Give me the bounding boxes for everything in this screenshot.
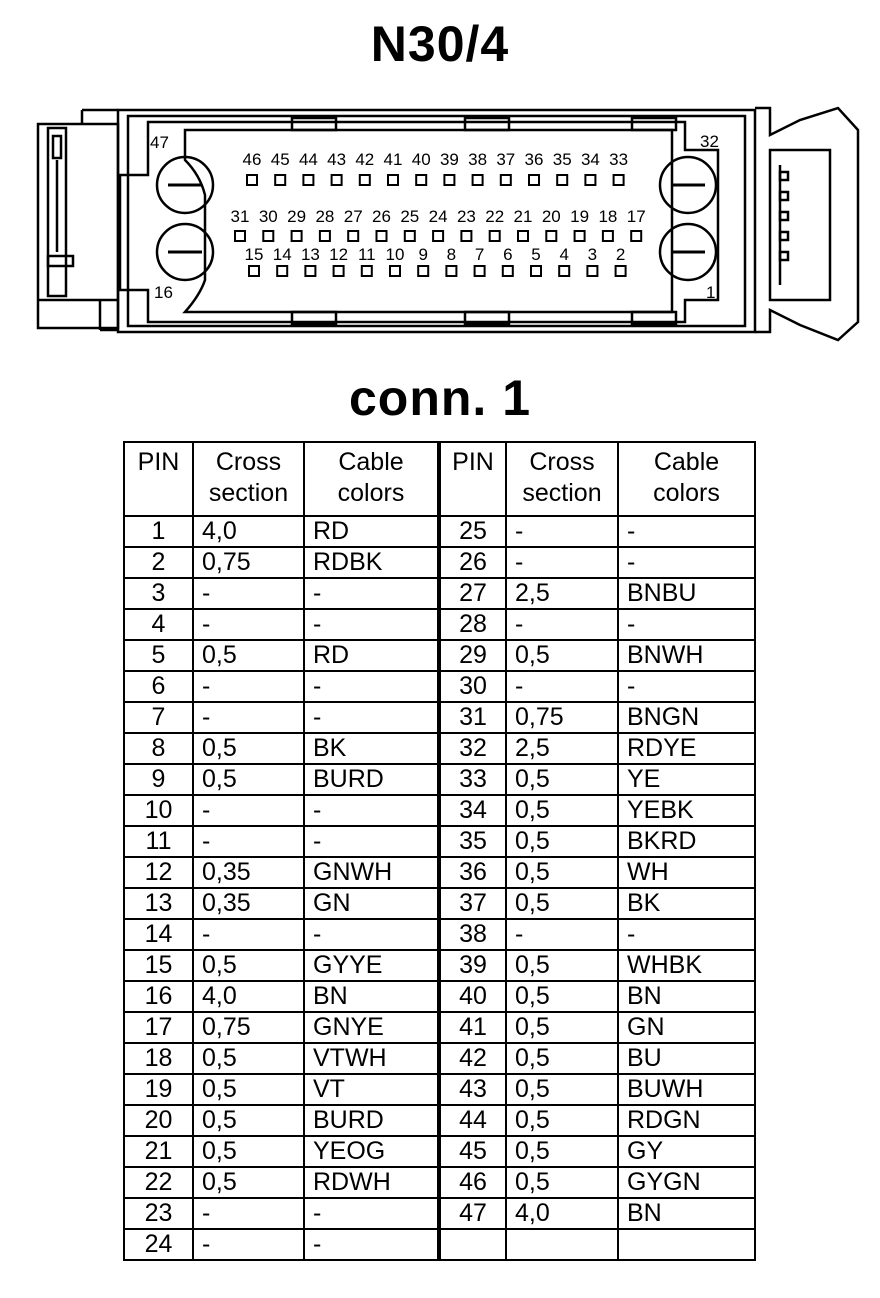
- header-pin: PIN: [124, 442, 193, 516]
- cross-section-cell: 0,75: [193, 547, 304, 578]
- pin-cell: 8: [124, 733, 193, 764]
- pin-number-label: 35: [552, 150, 572, 169]
- pin-cell: 18: [124, 1043, 193, 1074]
- cable-color-cell: BUWH: [618, 1074, 755, 1105]
- pin-assignment-table: [123, 441, 756, 1261]
- pin-number-label: 26: [372, 207, 391, 226]
- pin-cell: 5: [124, 640, 193, 671]
- cable-color-cell: -: [618, 516, 755, 547]
- pin-hole: [490, 231, 500, 241]
- cross-section-cell: 0,5: [506, 981, 618, 1012]
- header-cross-section: Cross section: [193, 442, 304, 516]
- pin-hole: [348, 231, 358, 241]
- cable-color-cell: -: [304, 795, 439, 826]
- pin-hole: [388, 175, 398, 185]
- cable-color-cell: BN: [618, 981, 755, 1012]
- pin-number-label: 4: [559, 245, 569, 264]
- pin-hole: [332, 175, 342, 185]
- table-row: [124, 702, 755, 733]
- pin-cell: 14: [124, 919, 193, 950]
- pin-hole: [305, 266, 315, 276]
- cross-section-cell: 4,0: [193, 981, 304, 1012]
- cross-section-cell: 0,5: [506, 888, 618, 919]
- pin-cell: 30: [439, 671, 506, 702]
- pin-cell: 40: [439, 981, 506, 1012]
- cable-color-cell: WHBK: [618, 950, 755, 981]
- left-latch: [38, 124, 118, 328]
- cross-section-cell: -: [193, 702, 304, 733]
- pin-hole: [585, 175, 595, 185]
- cross-section-cell: -: [193, 578, 304, 609]
- cross-section-cell: 0,5: [193, 733, 304, 764]
- pin-cell: 39: [439, 950, 506, 981]
- pin-number-label: 20: [541, 207, 561, 226]
- pin-hole: [616, 266, 626, 276]
- cross-section-cell: -: [193, 826, 304, 857]
- table-row: [124, 981, 755, 1012]
- connector-label: conn. 1: [348, 370, 532, 426]
- table-row: [124, 640, 755, 671]
- table-row: [124, 795, 755, 826]
- pin-cell: 1: [124, 516, 193, 547]
- cross-section-cell: -: [506, 547, 618, 578]
- pin-number-label: 6: [503, 245, 513, 264]
- cable-color-cell: GY: [618, 1136, 755, 1167]
- cable-color-cell: BN: [304, 981, 439, 1012]
- cross-section-cell: [506, 1229, 618, 1260]
- pin-number-label: 29: [287, 207, 307, 226]
- pin-number-label: 19: [570, 207, 590, 226]
- pin-cell: 19: [124, 1074, 193, 1105]
- cross-section-cell: 0,5: [193, 1167, 304, 1198]
- cross-section-cell: -: [193, 1229, 304, 1260]
- pin-hole: [277, 266, 287, 276]
- pin-number-label: 39: [439, 150, 459, 169]
- pin-cell: 41: [439, 1012, 506, 1043]
- cross-section-cell: 0,5: [506, 640, 618, 671]
- pin-cell: 23: [124, 1198, 193, 1229]
- pin-number-label: 43: [327, 150, 347, 169]
- cable-color-cell: YE: [618, 764, 755, 795]
- pin-cell: 44: [439, 1105, 506, 1136]
- corner-label-16: 16: [154, 283, 173, 302]
- cross-section-cell: 4,0: [193, 516, 304, 547]
- cable-color-cell: RD: [304, 640, 439, 671]
- pin-hole: [444, 175, 454, 185]
- pin-number-label: 36: [524, 150, 544, 169]
- cross-section-cell: -: [193, 919, 304, 950]
- pin-hole: [247, 175, 257, 185]
- pin-number-label: 42: [355, 150, 375, 169]
- cable-color-cell: GNYE: [304, 1012, 439, 1043]
- table-row: [124, 950, 755, 981]
- pin-cell: 16: [124, 981, 193, 1012]
- pin-cell: 17: [124, 1012, 193, 1043]
- table-row: [124, 1074, 755, 1105]
- pin-hole: [587, 266, 597, 276]
- pin-cell: 15: [124, 950, 193, 981]
- cable-color-cell: BKRD: [618, 826, 755, 857]
- pin-number-label: 33: [609, 150, 629, 169]
- pin-number-label: 31: [230, 207, 250, 226]
- pin-cell: 6: [124, 671, 193, 702]
- cable-color-cell: -: [618, 547, 755, 578]
- pin-hole: [334, 266, 344, 276]
- cross-section-cell: 0,75: [506, 702, 618, 733]
- cable-color-cell: RDGN: [618, 1105, 755, 1136]
- cable-color-cell: -: [304, 671, 439, 702]
- pin-hole: [473, 175, 483, 185]
- pin-cell: 2: [124, 547, 193, 578]
- pin-number-label: 13: [300, 245, 320, 264]
- pin-hole: [433, 231, 443, 241]
- pin-cell: 29: [439, 640, 506, 671]
- pin-hole: [275, 175, 285, 185]
- pin-hole: [320, 231, 330, 241]
- cable-color-cell: VTWH: [304, 1043, 439, 1074]
- pin-cell: 25: [439, 516, 506, 547]
- cable-color-cell: GN: [618, 1012, 755, 1043]
- pin-cell: 22: [124, 1167, 193, 1198]
- pin-hole: [518, 231, 528, 241]
- pin-number-label: 45: [270, 150, 290, 169]
- pin-number-label: 10: [385, 245, 405, 264]
- cross-section-cell: 0,5: [506, 1043, 618, 1074]
- cable-color-cell: -: [304, 1198, 439, 1229]
- pin-cell: 27: [439, 578, 506, 609]
- cable-color-cell: -: [304, 702, 439, 733]
- cross-section-cell: 0,5: [193, 1043, 304, 1074]
- table-row: [124, 1105, 755, 1136]
- pin-number-label: 12: [329, 245, 349, 264]
- cross-section-cell: -: [506, 671, 618, 702]
- cross-section-cell: -: [193, 795, 304, 826]
- pin-number-label: 28: [315, 207, 335, 226]
- pin-cell: 21: [124, 1136, 193, 1167]
- pin-cell: 13: [124, 888, 193, 919]
- pin-cell: 24: [124, 1229, 193, 1260]
- pin-cell: 42: [439, 1043, 506, 1074]
- pin-number-label: 8: [446, 245, 457, 264]
- cross-section-cell: 2,5: [506, 733, 618, 764]
- pin-number-label: 23: [456, 207, 476, 226]
- cable-color-cell: BU: [618, 1043, 755, 1074]
- pin-hole: [292, 231, 302, 241]
- table-row: [124, 857, 755, 888]
- cable-color-cell: YEOG: [304, 1136, 439, 1167]
- header-cable-colors: Cable colors: [304, 442, 439, 516]
- pin-hole: [557, 175, 567, 185]
- cable-color-cell: YEBK: [618, 795, 755, 826]
- pin-hole: [390, 266, 400, 276]
- table-row: [124, 578, 755, 609]
- pin-number-label: 34: [580, 150, 600, 169]
- pin-cell: 33: [439, 764, 506, 795]
- pin-hole: [362, 266, 372, 276]
- table-row: [124, 888, 755, 919]
- pin-hole: [531, 266, 541, 276]
- pin-hole: [503, 266, 513, 276]
- pin-number-label: 27: [343, 207, 363, 226]
- cross-section-cell: 0,5: [506, 1074, 618, 1105]
- cross-section-cell: 0,5: [193, 1074, 304, 1105]
- pin-number-label: 18: [598, 207, 618, 226]
- pin-cell: 38: [439, 919, 506, 950]
- cable-color-cell: GYYE: [304, 950, 439, 981]
- pin-number-label: 22: [485, 207, 505, 226]
- pin-hole: [575, 231, 585, 241]
- table-row: [124, 1012, 755, 1043]
- cable-color-cell: RD: [304, 516, 439, 547]
- cable-color-cell: BK: [304, 733, 439, 764]
- pin-cell: 31: [439, 702, 506, 733]
- cable-color-cell: -: [304, 578, 439, 609]
- pin-cell: 26: [439, 547, 506, 578]
- cross-section-cell: 0,5: [193, 640, 304, 671]
- cross-section-cell: -: [506, 609, 618, 640]
- pin-number-label: 17: [626, 207, 646, 226]
- pin-cell: 9: [124, 764, 193, 795]
- cable-color-cell: GYGN: [618, 1167, 755, 1198]
- cable-color-cell: -: [618, 609, 755, 640]
- table-row: [124, 733, 755, 764]
- pin-number-label: 7: [474, 245, 485, 264]
- pin-hole: [614, 175, 624, 185]
- pin-hole: [559, 266, 569, 276]
- pin-hole: [475, 266, 485, 276]
- pin-hole: [446, 266, 456, 276]
- cross-section-cell: -: [193, 1198, 304, 1229]
- cross-section-cell: 0,5: [506, 950, 618, 981]
- header-pin: PIN: [439, 442, 506, 516]
- pin-cell: 4: [124, 609, 193, 640]
- cable-color-cell: RDYE: [618, 733, 755, 764]
- pin-cell: 36: [439, 857, 506, 888]
- pin-number-label: 40: [411, 150, 431, 169]
- connector-diagram: [0, 96, 880, 346]
- cross-section-cell: 0,35: [193, 857, 304, 888]
- cross-section-cell: -: [506, 919, 618, 950]
- cross-section-cell: 0,5: [506, 1012, 618, 1043]
- table-row: [124, 609, 755, 640]
- table-row: [124, 1198, 755, 1229]
- pin-number-label: 14: [272, 245, 292, 264]
- cross-section-cell: 0,5: [506, 826, 618, 857]
- pin-number-label: 3: [587, 245, 598, 264]
- cable-color-cell: GNWH: [304, 857, 439, 888]
- cross-section-cell: 0,5: [193, 950, 304, 981]
- cable-color-cell: BURD: [304, 1105, 439, 1136]
- pin-number-label: 38: [468, 150, 488, 169]
- table-row: [124, 764, 755, 795]
- cable-color-cell: -: [304, 609, 439, 640]
- pin-number-label: 41: [383, 150, 403, 169]
- pin-number-label: 30: [258, 207, 278, 226]
- cable-color-cell: RDBK: [304, 547, 439, 578]
- table-row: [124, 671, 755, 702]
- cable-color-cell: -: [304, 1229, 439, 1260]
- pin-number-label: 25: [400, 207, 420, 226]
- pin-hole: [303, 175, 313, 185]
- table-row: [124, 516, 755, 547]
- pin-hole: [501, 175, 511, 185]
- header-cross-section: Cross section: [506, 442, 618, 516]
- pin-number-label: 2: [615, 245, 626, 264]
- corner-label-1: 1: [706, 283, 716, 302]
- table-row: [124, 1229, 755, 1260]
- pin-number-label: 5: [531, 245, 541, 264]
- cross-section-cell: 0,5: [506, 1167, 618, 1198]
- cross-section-cell: 0,35: [193, 888, 304, 919]
- pin-number-label: 11: [357, 245, 376, 264]
- pin-hole: [263, 231, 273, 241]
- cable-color-cell: GN: [304, 888, 439, 919]
- pin-hole: [416, 175, 426, 185]
- pin-cell: 3: [124, 578, 193, 609]
- cable-color-cell: BURD: [304, 764, 439, 795]
- cable-color-cell: BNGN: [618, 702, 755, 733]
- pin-hole: [360, 175, 370, 185]
- table-row: [124, 547, 755, 578]
- cross-section-cell: -: [193, 609, 304, 640]
- table-header-row: [124, 442, 755, 516]
- pin-cell: 43: [439, 1074, 506, 1105]
- pin-cell: 46: [439, 1167, 506, 1198]
- pin-number-label: 9: [418, 245, 428, 264]
- cross-section-cell: -: [506, 516, 618, 547]
- cross-section-cell: 0,5: [506, 1105, 618, 1136]
- cable-color-cell: BNBU: [618, 578, 755, 609]
- pin-number-label: 24: [428, 207, 448, 226]
- pin-cell: 7: [124, 702, 193, 733]
- pin-cell: 47: [439, 1198, 506, 1229]
- cross-section-cell: 0,5: [506, 764, 618, 795]
- cable-color-cell: -: [618, 919, 755, 950]
- pin-cell: 35: [439, 826, 506, 857]
- pin-number-label: 15: [244, 245, 264, 264]
- pin-cell: 11: [124, 826, 193, 857]
- pin-number-label: 46: [242, 150, 262, 169]
- cable-color-cell: RDWH: [304, 1167, 439, 1198]
- pin-cell: 10: [124, 795, 193, 826]
- pin-hole: [546, 231, 556, 241]
- cable-color-cell: WH: [618, 857, 755, 888]
- pin-hole: [249, 266, 259, 276]
- pin-hole: [603, 231, 613, 241]
- corner-label-47: 47: [150, 133, 169, 152]
- pin-cell: [439, 1229, 506, 1260]
- pin-number-label: 37: [496, 150, 516, 169]
- cable-color-cell: BNWH: [618, 640, 755, 671]
- pin-cell: 20: [124, 1105, 193, 1136]
- pin-hole: [418, 266, 428, 276]
- pin-cell: 34: [439, 795, 506, 826]
- pin-cell: 45: [439, 1136, 506, 1167]
- pin-hole: [529, 175, 539, 185]
- cross-section-cell: 2,5: [506, 578, 618, 609]
- table-row: [124, 1043, 755, 1074]
- component-title: N30/4: [370, 16, 510, 72]
- cross-section-cell: 0,5: [506, 857, 618, 888]
- pin-number-label: 21: [513, 207, 533, 226]
- pin-hole: [631, 231, 641, 241]
- header-cable-colors: Cable colors: [618, 442, 755, 516]
- table-row: [124, 919, 755, 950]
- cable-color-cell: [618, 1229, 755, 1260]
- table-row: [124, 1136, 755, 1167]
- pin-hole: [235, 231, 245, 241]
- cross-section-cell: 4,0: [506, 1198, 618, 1229]
- pin-cell: 12: [124, 857, 193, 888]
- cable-color-cell: -: [618, 671, 755, 702]
- pin-cell: 37: [439, 888, 506, 919]
- pin-cell: 28: [439, 609, 506, 640]
- cross-section-cell: 0,75: [193, 1012, 304, 1043]
- pin-hole: [405, 231, 415, 241]
- pin-hole: [377, 231, 387, 241]
- table-row: [124, 1167, 755, 1198]
- cross-section-cell: -: [193, 671, 304, 702]
- cross-section-cell: 0,5: [193, 764, 304, 795]
- cable-color-cell: -: [304, 826, 439, 857]
- pin-number-label: 44: [298, 150, 318, 169]
- cross-section-cell: 0,5: [193, 1105, 304, 1136]
- pin-hole: [461, 231, 471, 241]
- cable-color-cell: BN: [618, 1198, 755, 1229]
- cross-section-cell: 0,5: [506, 795, 618, 826]
- cable-color-cell: -: [304, 919, 439, 950]
- cross-section-cell: 0,5: [193, 1136, 304, 1167]
- cable-color-cell: BK: [618, 888, 755, 919]
- cross-section-cell: 0,5: [506, 1136, 618, 1167]
- corner-label-32: 32: [700, 132, 719, 151]
- pin-cell: 32: [439, 733, 506, 764]
- cable-color-cell: VT: [304, 1074, 439, 1105]
- table-row: [124, 826, 755, 857]
